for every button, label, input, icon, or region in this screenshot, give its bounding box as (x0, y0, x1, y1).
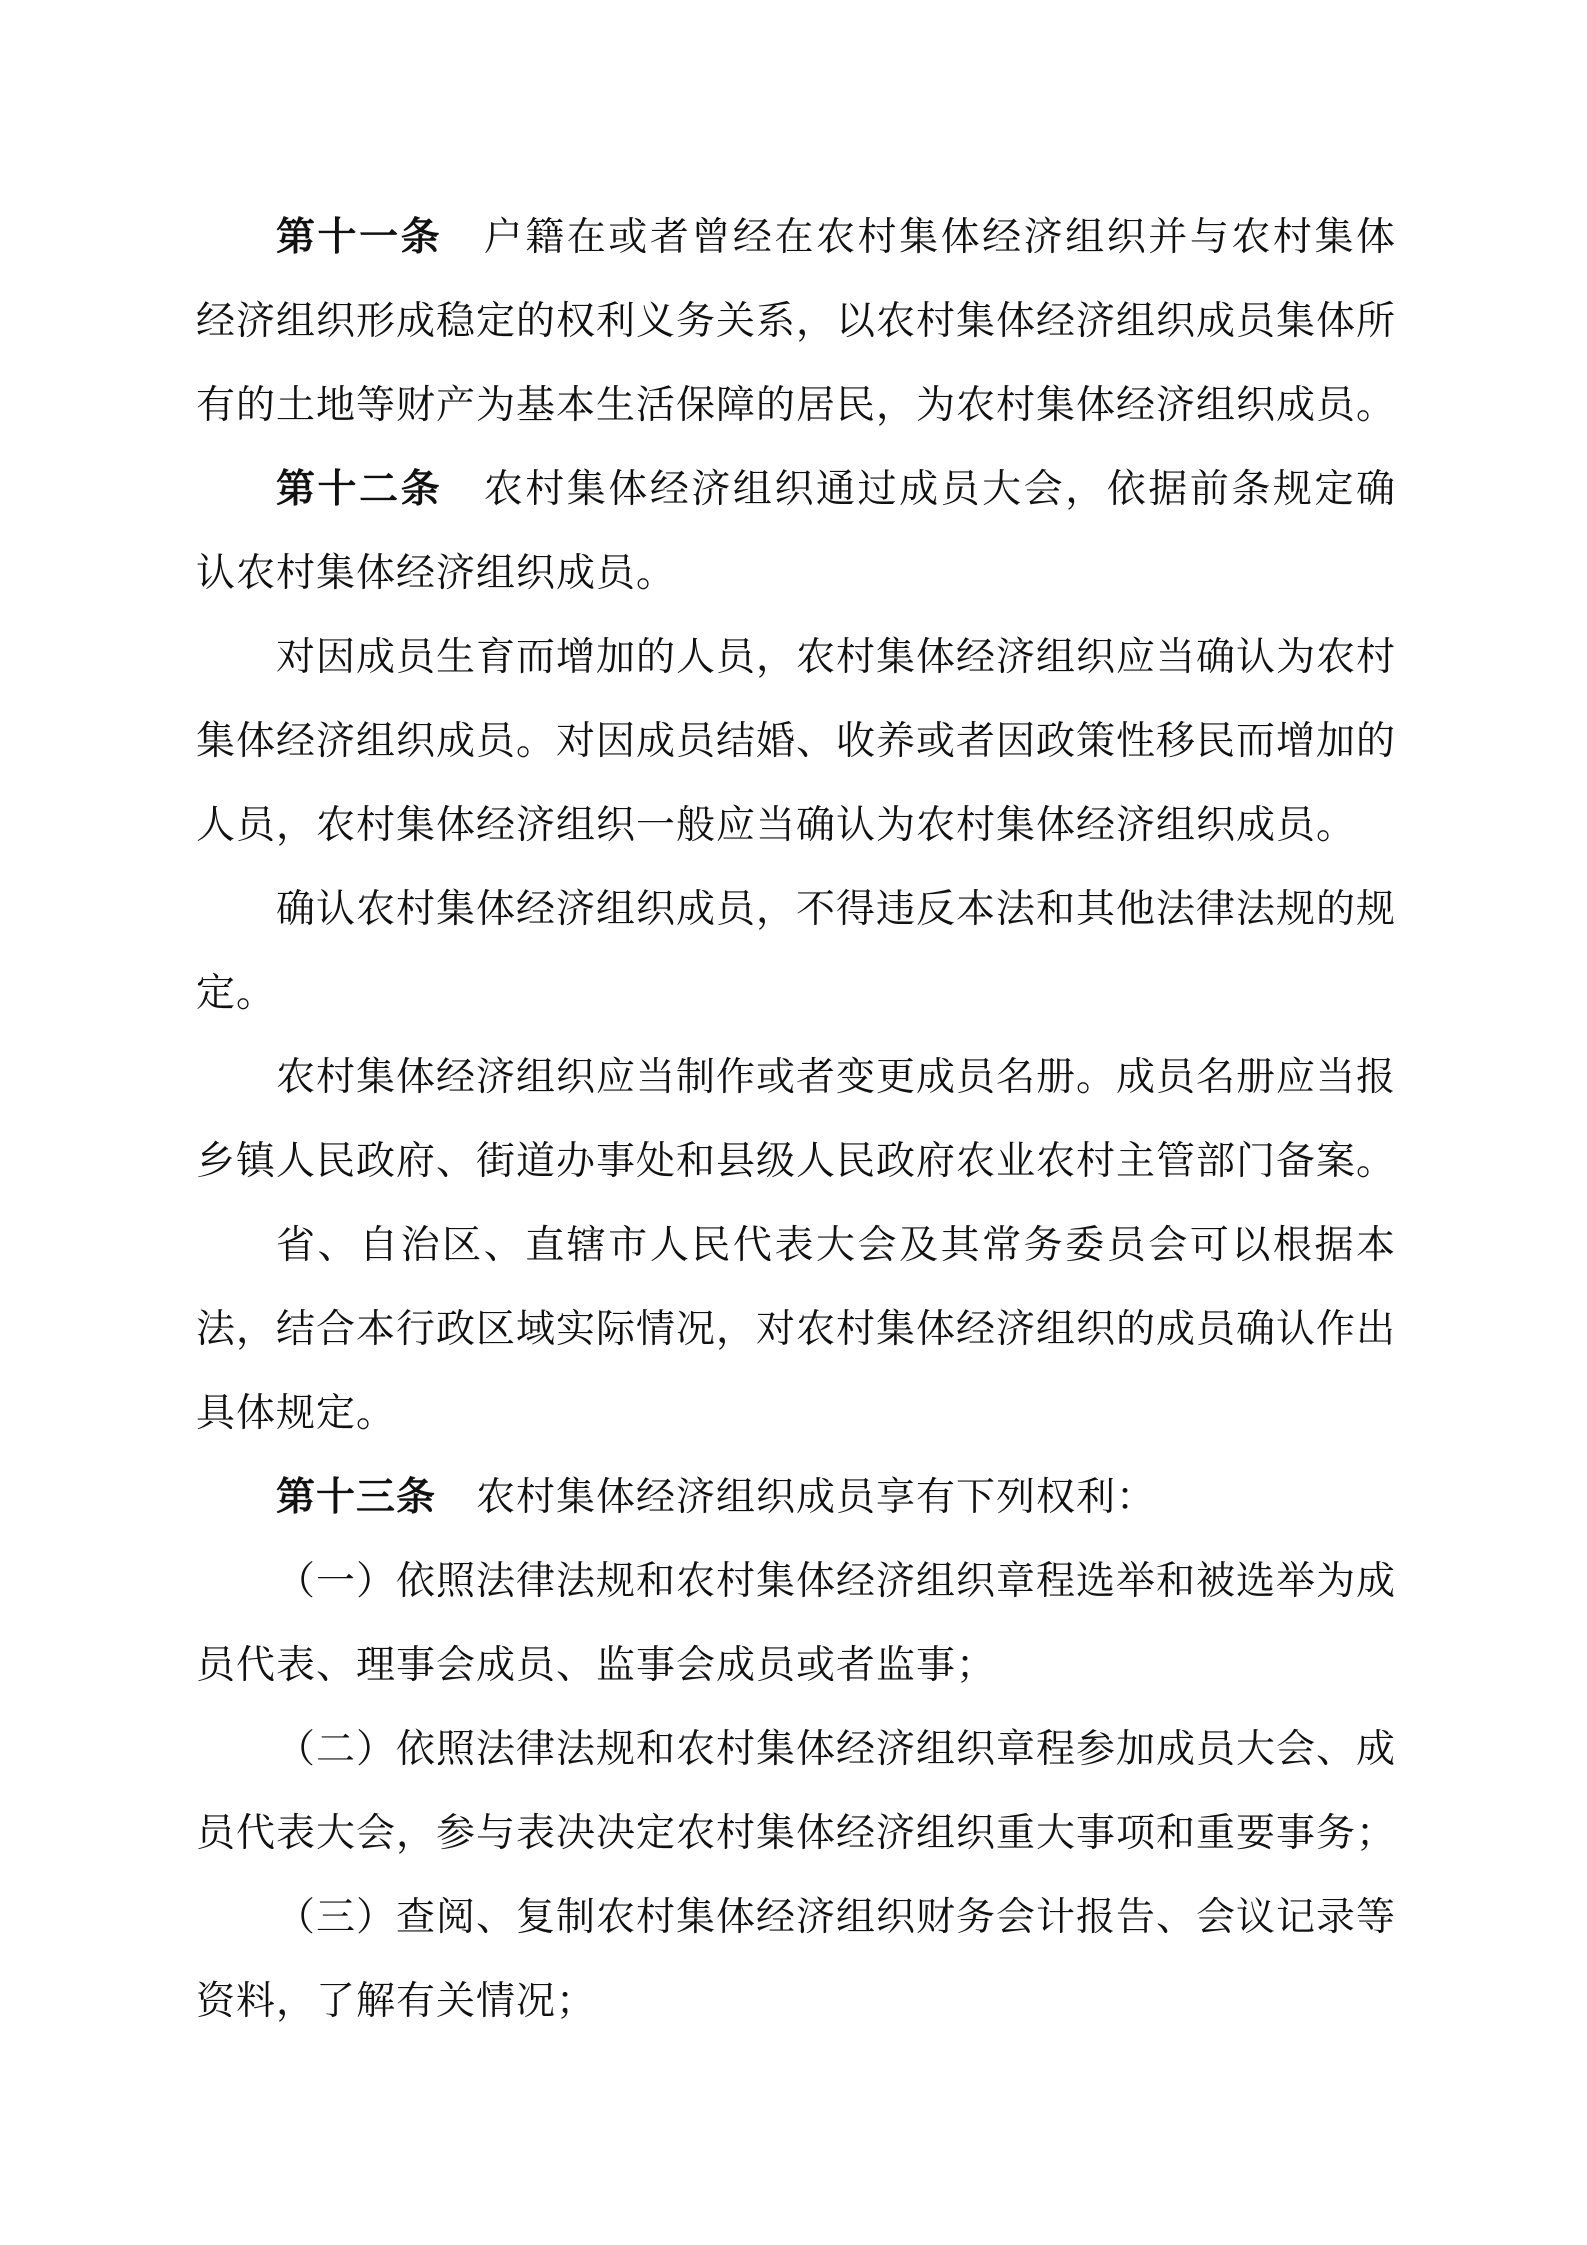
paragraph: 对因成员生育而增加的人员，农村集体经济组织应当确认为农村集体经济组织成员。对因成员结婚、收养或者因政策性移民而增加的人员，农村集体经济组织一般应当确认为农村集体经济组织成员。 (196, 635, 1397, 848)
article-text: 户籍在或者曾经在农村集体经济组织并与农村集体经济组织形成稳定的权利义务关系，以农村集体经济组织成员集体所有的土地等财产为基本生活保障的居民，为农村集体经济组织成员。 (196, 215, 1397, 428)
list-item: （三）查阅、复制农村集体经济组织财务会计报告、会议记录等资料，了解有关情况； (196, 1895, 1397, 2024)
article-text: 农村集体经济组织通过成员大会，依据前条规定确认农村集体经济组织成员。 (196, 467, 1396, 596)
list-item: （二）依照法律法规和农村集体经济组织章程参加成员大会、成员代表大会，参与表决决定农村集体经济组织重大事项和重要事务； (196, 1727, 1397, 1856)
document-body (196, 196, 1396, 2044)
list-item: （一）依照法律法规和农村集体经济组织章程选举和被选举为成员代表、理事会成员、监事会成员或者监事； (196, 1559, 1397, 1688)
paragraph: 确认农村集体经济组织成员，不得违反本法和其他法律法规的规定。 (196, 887, 1397, 1016)
article-12 (196, 448, 1396, 616)
paragraph: 农村集体经济组织应当制作或者变更成员名册。成员名册应当报乡镇人民政府、街道办事处和县级人民政府农业农村主管部门备案。 (196, 1055, 1397, 1184)
article-number: 第十三条 (276, 1475, 437, 1520)
article-text: 农村集体经济组织成员享有下列权利： (476, 1475, 1157, 1520)
paragraph: 省、自治区、直辖市人民代表大会及其常务委员会可以根据本法，结合本行政区域实际情况，对农村集体经济组织的成员确认作出具体规定。 (196, 1223, 1397, 1436)
article-number: 第十一条 (276, 215, 443, 260)
article-13 (196, 1456, 1396, 1540)
article-11 (196, 196, 1396, 448)
article-number: 第十二条 (276, 467, 443, 512)
